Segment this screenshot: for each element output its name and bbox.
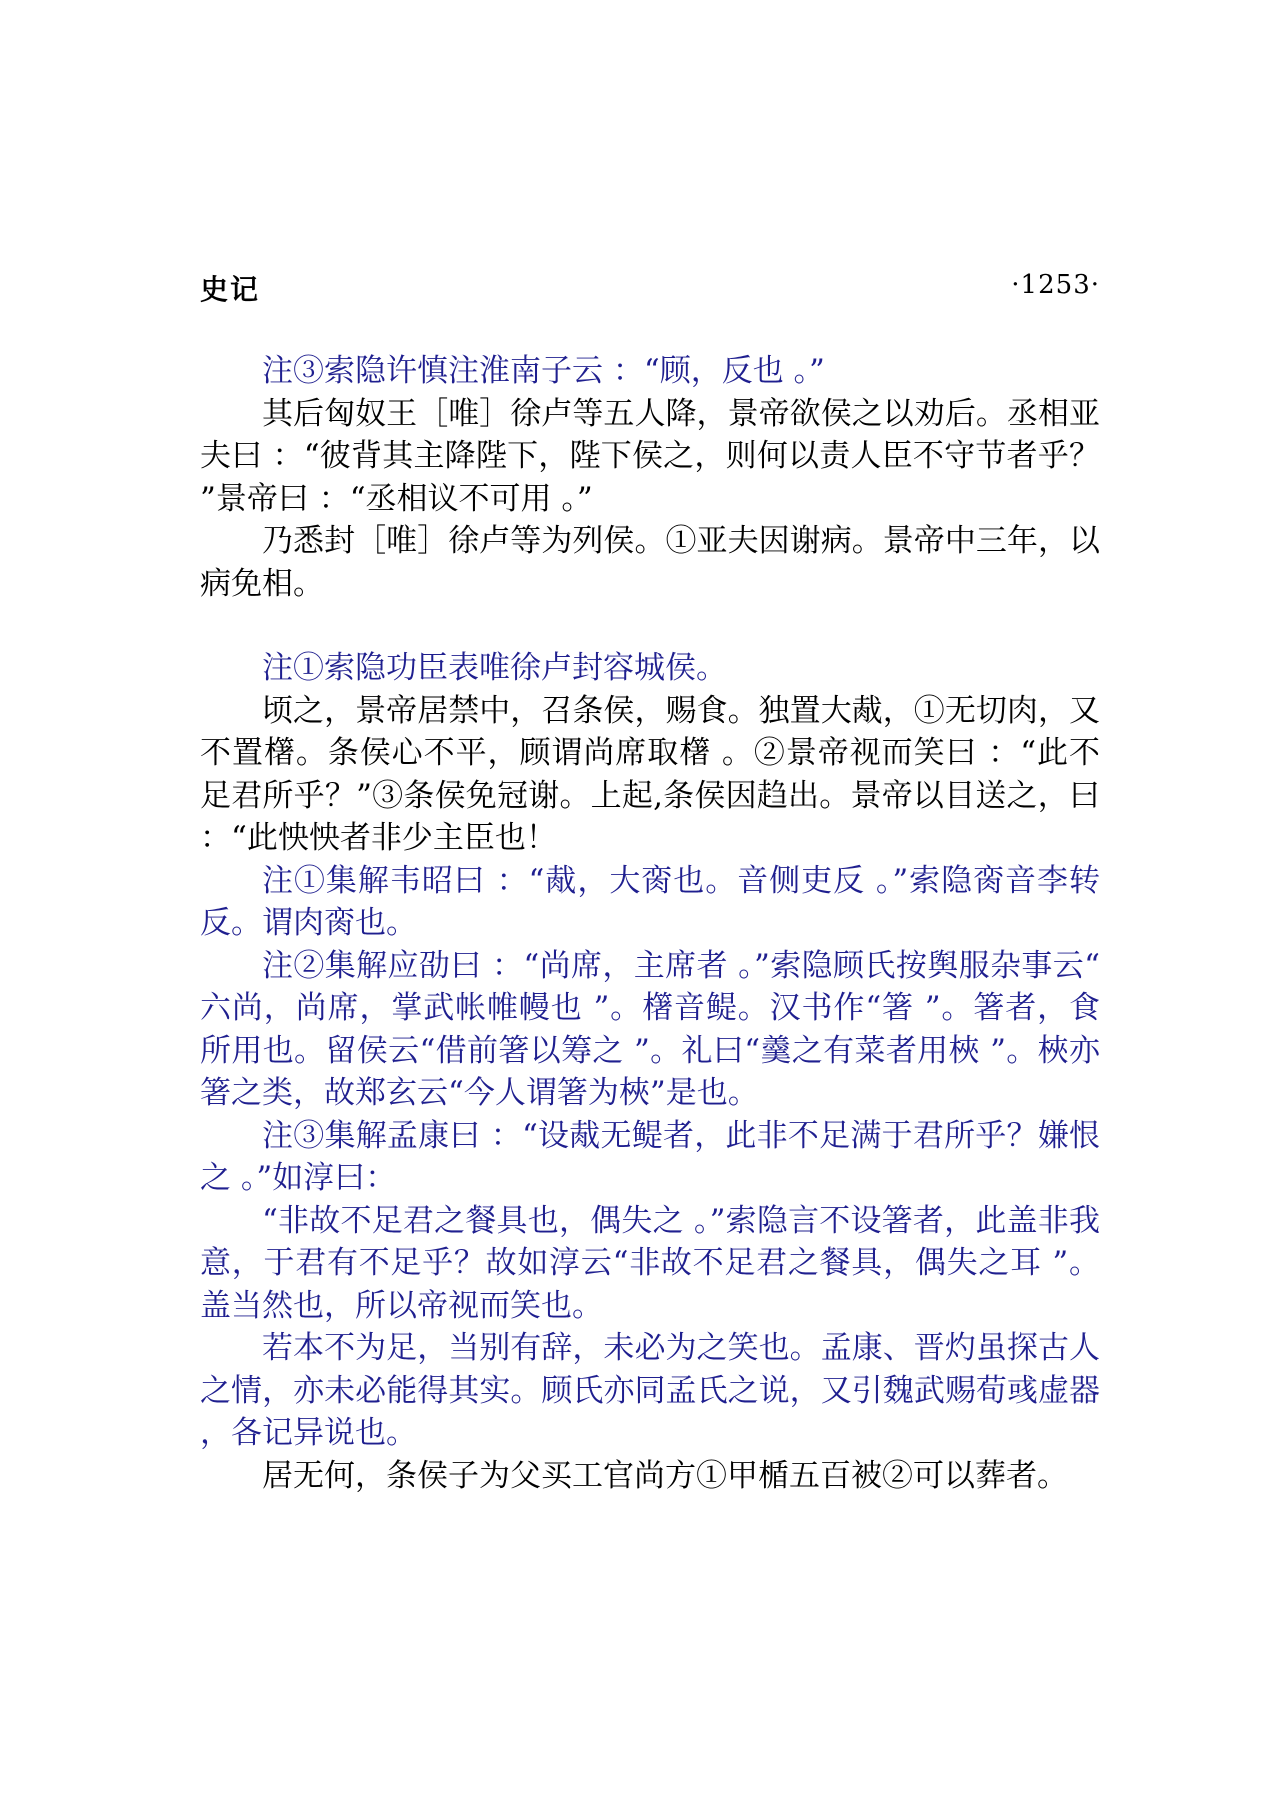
annotation-paragraph: 注①索隐功臣表唯徐卢封容城侯。 xyxy=(262,650,727,686)
document-page xyxy=(200,0,1100,1795)
document-body xyxy=(200,350,1100,1497)
text-paragraph: 乃悉封［唯］徐卢等为列侯。①亚夫因谢病。景帝中三年，以病免相。 xyxy=(200,523,1100,602)
page-header xyxy=(200,268,1100,308)
text-paragraph: 居无何，条侯子为父买工官尚方①甲楯五百被②可以葬者。 xyxy=(262,1457,1068,1494)
annotation-paragraph: 注②集解应劭曰 ：“尚席，主席者 。”索隐顾氏按舆服杂事云“六尚，尚席，掌武帐帷幔也 ”。櫡音鳀。汉书作“箸 ”。箸者，食所用也。留侯云“借前箸以筹之 ”。礼曰“羹之有菜者用梜 ”。梜亦箸之类，故郑玄云“今人谓箸为梜”是也。 xyxy=(200,947,1100,1111)
paragraph-gap xyxy=(200,605,1100,647)
text-paragraph: 其后匈奴王［唯］徐卢等五人降，景帝欲侯之以劝后。丞相亚夫曰 ：“彼背其主降陛下，陛下侯之，则何以责人臣不守节者乎？”景帝曰 ：“丞相议不可用 。” xyxy=(200,395,1100,517)
page-number: ·1253· xyxy=(1011,270,1100,300)
book-title: 史记 xyxy=(200,273,261,306)
annotation-paragraph: 注③索隐许慎注淮南子云 ：“顾，反也 。” xyxy=(262,353,825,389)
annotation-paragraph: 注①集解韦昭曰 ：“胾，大脔也。音侧吏反 。”索隐脔音李转反。谓肉脔也。 xyxy=(200,862,1100,941)
text-paragraph: 顷之，景帝居禁中，召条侯，赐食。独置大胾，①无切肉，又不置櫡。条侯心不平，顾谓尚席取櫡 。②景帝视而笑曰 ：“此不足君所乎？”③条侯免冠谢。上起,条侯因趋出。景帝以目送之，曰 ：“此怏怏者非少主臣也！ xyxy=(200,692,1100,856)
annotation-paragraph: 注③集解孟康曰 ：“设胾无鳀者，此非不足满于君所乎？嫌恨之 。”如淳曰： xyxy=(200,1117,1100,1196)
annotation-paragraph: 若本不为足，当别有辞，未必为之笑也。孟康、晋灼虽探古人之情，亦未必能得其实。顾氏亦同孟氏之说，又引魏武赐荀彧虚器，各记异说也。 xyxy=(200,1330,1100,1451)
annotation-paragraph: “非故不足君之餐具也，偶失之 。”索隐言不设箸者，此盖非我意，于君有不足乎？故如淳云“非故不足君之餐具，偶失之耳 ”。盖当然也，所以帝视而笑也。 xyxy=(200,1202,1100,1324)
